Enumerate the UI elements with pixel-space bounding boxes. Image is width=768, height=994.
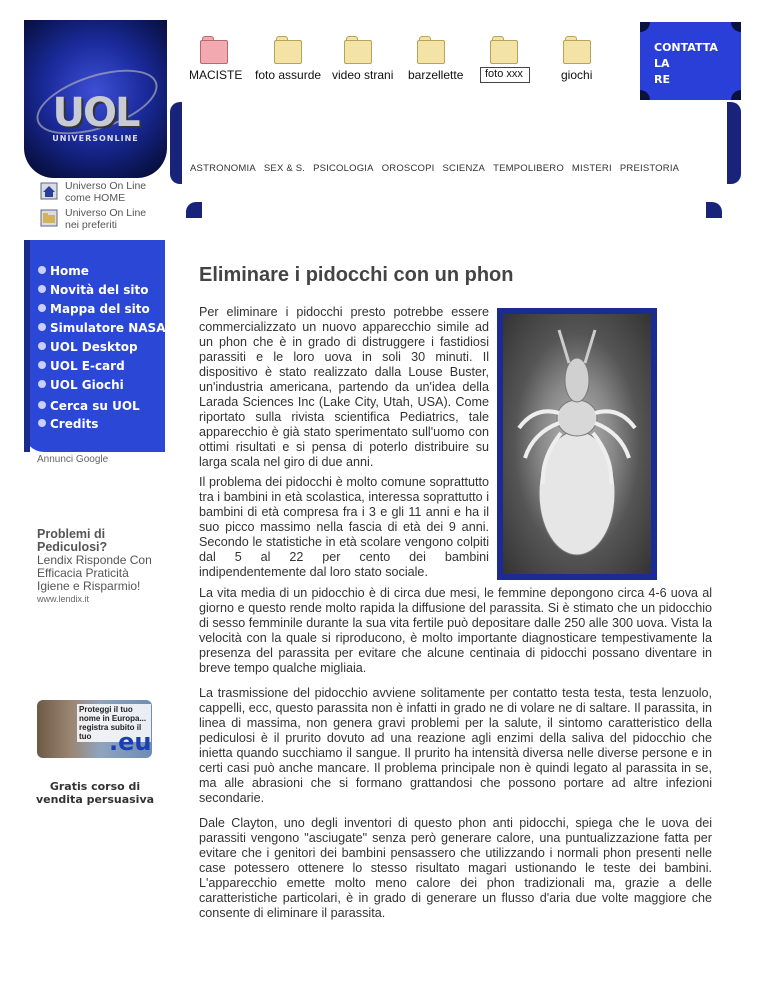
folder-label-foto-xxx[interactable]: foto xxx [485,68,523,80]
bullet-icon [38,285,46,293]
louse-illustration [497,308,657,580]
bullet-icon [38,323,46,331]
corner-decoration [186,202,202,218]
menu-item-simulatore[interactable]: Simulatore NASA® [38,321,178,335]
ad-url[interactable]: www.lendix.it [37,594,90,604]
menu-item-home[interactable]: Home [38,264,89,278]
eu-domain-banner[interactable] [37,700,152,758]
category-nav [190,163,687,174]
category-link-oroscopi[interactable]: OROSCOPI [381,163,435,174]
category-link-tempolibero[interactable]: TEMPOLIBERO [493,163,564,174]
folder-icon[interactable] [490,36,516,62]
home-link-line1: Universo On Line [65,180,147,192]
menu-item-ecard[interactable]: UOL E-card [38,359,125,373]
course-ad-link[interactable]: Gratis corso di vendita persuasiva [35,780,155,806]
louse-photo [497,308,657,580]
article-paragraph-3: La vita media di un pidocchio è di circa due mesi, le femmine depongono circa 4-6 uova al giorno e questo rende molto rapida la diffusione del parassita. Si è stimato che un pidocchio di sesso femminile durante la sua vita fertile può depositare dalle 250 alle 300 uova. Vista la velocità con la quale si riproducono, è molto importante diagnosticare tempestivamente la presenza del parassita per evitare che alcune centinaia di pidocchi possano diventare in breve tempo qualche migliaia. [199,586,712,675]
bullet-icon [38,304,46,312]
contact-button[interactable] [640,22,741,100]
folder-icon[interactable] [274,36,300,62]
bullet-icon [38,266,46,274]
menu-item-mappa[interactable]: Mappa del sito [38,302,150,316]
menu-item-giochi[interactable]: UOL Giochi [38,378,124,392]
menu-item-cerca[interactable]: Cerca su UOL [38,399,140,413]
article-paragraph-1: Per eliminare i pidocchi presto potrebbe essere commercializzato un nuovo apparecchio simile ad un phon che è in grado di distruggere i fastidiosi parassiti e le loro uova in soli 30 minuti. Il dispositivo è stato realizzato dalla Louse Buster, un'industria americana, partendo da un'idea della Larada Sciences Inc (Lake City, Utah, USA). Come riportato sulla rivista scientifica Pediatrics, tale apparecchio è già stato sperimentato sull'uomo con ottimi risultati e si pensa di poterlo distribuire su larga scala nel giro di due anni. [199,305,489,469]
menu-item-desktop[interactable]: UOL Desktop [38,340,138,354]
ad-body: Lendix Risponde Con Efficacia Praticità Igiene e Risparmio! [37,553,152,593]
contact-line-2: LA [654,57,670,70]
folder-label-giochi[interactable]: giochi [561,68,593,82]
folder-icon[interactable] [344,36,370,62]
eu-banner-text: Proteggi il tuo nome in Europa... registra subito il tuo [77,704,151,742]
category-link-astronomia[interactable]: ASTRONOMIA [190,163,256,174]
bullet-icon [38,419,46,427]
home-link-line2: come HOME [65,192,126,204]
eu-banner-ext: .eu [109,728,152,756]
folder-icon[interactable] [563,36,589,62]
menu-item-credits[interactable]: Credits [38,417,98,431]
folder-label-barzellette[interactable]: barzellette [408,68,464,82]
category-link-preistoria[interactable]: PREISTORIA [619,163,680,174]
folder-label-video-strani[interactable]: video strani [332,68,394,82]
ads-header[interactable]: Annunci Google [37,454,109,465]
house-icon [40,182,58,200]
side-menu [24,240,178,452]
home-link-line1: Universo On Line [65,207,147,219]
bullet-icon [38,401,46,409]
folder-label-foto-assurde[interactable]: foto assurde [255,68,322,82]
folder-icon[interactable] [200,36,226,62]
article-paragraph-2: Il problema dei pidocchi è molto comune soprattutto tra i bambini in età scolastica, interessa soprattutto i bambini di età compresa fra i 3 e gli 11 anni e ha il suo picco massimo nella fascia di età dei 9 anni. Secondo le statistiche in età scolare vengono colpiti dal 5 al 22 per cento dei bambini indipendentemente dal loro stato sociale. [199,475,489,579]
ad-title[interactable]: Problemi di Pediculosi? [37,527,108,554]
home-link-line2: nei preferiti [65,219,117,231]
article-paragraph-4: La trasmissione del pidocchio avviene solitamente per contatto testa testa, testa lenzuolo, cappelli, ecc, questo parassita non è infatti in grado ne di volare ne di saltare. Il parassita, in linea di massima, non genera gravi problemi per la salute, il sintomo caratteristico della pediculosi è il prurito dovuto ad una reazione agli enzimi della saliva del pidocchio che inietta quando succhiamo il sangue. Il prurito ha intensità diversa nelle diverse persone e in certi casi può anche mancare. Il problema principale non è quindi legato al parassita in se, ma alle abrasioni che si formano grattandosi che possono portare ad altre infezioni secondarie. [199,686,712,805]
contact-line-3: RE [654,73,670,86]
uol-logo[interactable] [24,20,167,178]
category-link-misteri[interactable]: MISTERI [571,163,612,174]
corner-decoration [706,202,722,218]
folder-icon[interactable] [417,36,443,62]
article-title: Eliminare i pidocchi con un phon [199,264,514,286]
logo-subtitle: UNIVERSONLINE [52,134,139,143]
bullet-icon [38,361,46,369]
band-left-decoration [170,102,182,184]
text-ad[interactable] [37,528,157,606]
logo-word: UOL [52,90,139,136]
folder-label-maciste[interactable]: MACISTE [189,68,243,82]
menu-item-novita[interactable]: Novità del sito [38,283,149,297]
contact-line-1: CONTATTA [654,41,718,54]
category-link-scienza[interactable]: SCIENZA [442,163,486,174]
category-link-sex[interactable]: SEX & S. [263,163,306,174]
bullet-icon [38,342,46,350]
category-link-psicologia[interactable]: PSICOLOGIA [313,163,374,174]
article-paragraph-5: Dale Clayton, uno degli inventori di questo phon anti pidocchi, spiega che le uova dei parassiti vengono "asciugate" senza però generare calore, una puntualizzazione fatta per evitare che i genitori dei bambini pensassero che utilizzando i normali phon presenti nelle case potessero ottenere lo stesso risultato magari ustionando le teste dei bambini. L'apparecchio emette molto meno calore dei phon tradizionali ma, grazie a delle caratteristiche particolari, è in grado di generare un flusso d'aria due volte maggiore che consente di eliminare il parassita. [199,816,712,920]
bullet-icon [38,380,46,388]
band-right-decoration [727,102,741,184]
favorites-folder-icon [40,209,58,227]
